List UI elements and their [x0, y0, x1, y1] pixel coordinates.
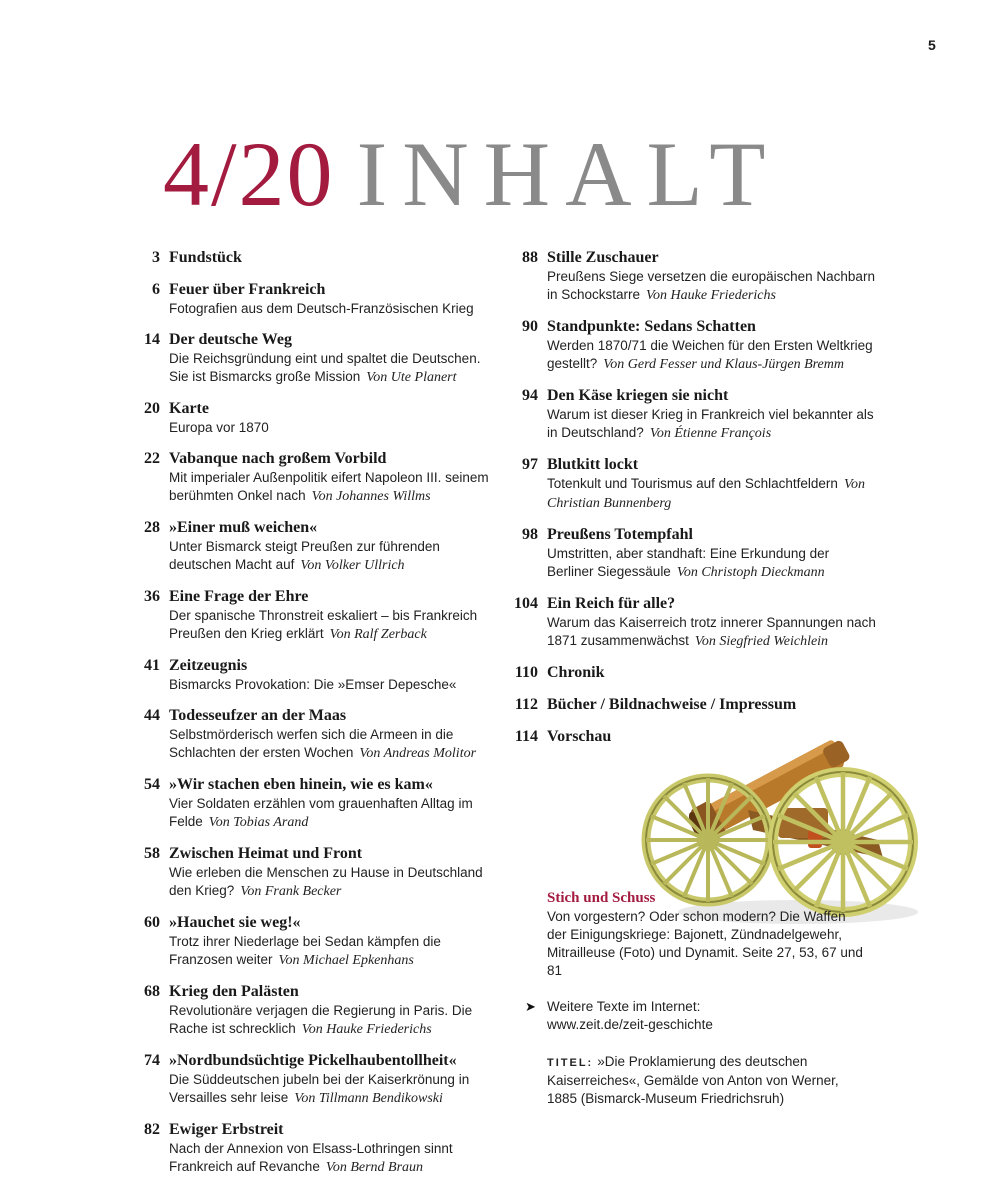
toc-title: Preußens Totempfahl [547, 526, 693, 543]
toc-description: Werden 1870/71 die Weichen für den Ersten Weltkrieg gestellt? [547, 338, 873, 371]
toc-page-number: 82 [144, 1121, 160, 1138]
headline-title: INHALT [356, 123, 781, 225]
toc-author: Von Hauke Friederichs [646, 288, 776, 303]
toc-title: Vabanque nach großem Vorbild [169, 450, 387, 467]
toc-author: Von Tillmann Bendikowski [294, 1091, 443, 1106]
toc-title: »Einer muß weichen« [169, 519, 318, 536]
arrow-right-icon: ➤ [525, 999, 536, 1014]
toc-entry-body [140, 864, 490, 901]
toc-left-column [140, 248, 490, 1189]
toc-author: Von Andreas Molitor [359, 746, 477, 761]
toc-author: Von Michael Epkenhans [278, 953, 414, 968]
toc-entry-body [512, 614, 877, 651]
toc-author: Von Siegfried Weichlein [694, 634, 829, 649]
toc-description: Warum ist dieser Krieg in Frankreich viel bekannter als in Deutschland? [547, 407, 874, 440]
toc-title: Zwischen Heimat und Front [169, 845, 363, 862]
toc-entry[interactable] [140, 775, 490, 832]
toc-entry-head [140, 775, 490, 795]
toc-author: Von Hauke Friederichs [301, 1022, 432, 1037]
toc-description: Der spanische Thronstreit eskaliert – bis Frankreich Preußen den Krieg erklärt [169, 608, 478, 641]
toc-page-number: 20 [144, 400, 160, 417]
toc-author: Von Volker Ullrich [300, 558, 405, 573]
toc-author: Von Bernd Braun [325, 1160, 424, 1175]
toc-description: Umstritten, aber standhaft: Eine Erkundung der Berliner Siegessäule [547, 546, 830, 579]
toc-entry-body [140, 538, 490, 575]
toc-entry-head [140, 280, 490, 300]
toc-entry[interactable] [512, 386, 877, 443]
toc-page-number: 41 [144, 657, 160, 674]
toc-entry-head [512, 525, 877, 545]
toc-title: Der deutsche Weg [169, 331, 292, 348]
toc-entry-head [512, 663, 877, 683]
toc-author: Von Johannes Willms [311, 489, 431, 504]
toc-entry-head [512, 386, 877, 406]
toc-entry-body [140, 1071, 490, 1108]
toc-page-number: 54 [144, 776, 160, 793]
web-link-block [525, 998, 867, 1034]
toc-entry-head [512, 248, 877, 268]
toc-page-number: 90 [522, 318, 538, 335]
toc-page-number: 36 [144, 588, 160, 605]
toc-page-number: 58 [144, 845, 160, 862]
toc-page-number: 44 [144, 707, 160, 724]
toc-description: Revolutionäre verjagen die Regierung in Paris. Die Rache ist schrecklich [169, 1003, 473, 1036]
toc-page-number: 3 [152, 249, 160, 266]
toc-title: Ewiger Erbstreit [169, 1121, 284, 1138]
toc-title: Feuer über Frankreich [169, 281, 326, 298]
feature-sidebar [547, 889, 867, 980]
toc-entry-head [140, 518, 490, 538]
toc-page-number: 110 [514, 664, 538, 681]
toc-entry[interactable] [512, 594, 877, 651]
toc-title: »Wir stachen eben hinein, wie es kam« [169, 776, 433, 793]
toc-entry[interactable] [512, 248, 877, 305]
toc-entry-head [140, 1051, 490, 1071]
toc-entry[interactable] [512, 455, 877, 513]
toc-title: Stille Zuschauer [547, 249, 659, 266]
toc-entry[interactable] [140, 330, 490, 387]
toc-description: Selbstmörderisch werfen sich die Armeen in die Schlachten der ersten Wochen [169, 727, 454, 760]
toc-entry-head [140, 982, 490, 1002]
toc-entry[interactable] [140, 1120, 490, 1177]
toc-description: Fotografien aus dem Deutsch-Französischen Krieg [169, 301, 474, 316]
toc-entry-head [140, 844, 490, 864]
toc-entry-body [512, 406, 877, 443]
toc-entry[interactable] [512, 317, 877, 374]
toc-title: Karte [169, 400, 209, 417]
toc-description: Vier Soldaten erzählen vom grauenhaften Alltag im Felde [169, 796, 473, 829]
toc-author: Von Frank Becker [240, 884, 342, 899]
page-headline [163, 123, 781, 225]
toc-right-column [512, 248, 877, 759]
toc-entry-body [140, 419, 490, 437]
web-url[interactable]: www.zeit.de/zeit-geschichte [547, 1017, 713, 1032]
toc-description: Nach der Annexion von Elsass-Lothringen sinnt Frankreich auf Revanche [169, 1141, 453, 1174]
toc-page-number: 22 [144, 450, 160, 467]
toc-entry[interactable] [140, 248, 490, 268]
toc-page-number: 60 [144, 914, 160, 931]
toc-title: »Nordbundsüchtige Pickelhaubentollheit« [169, 1052, 457, 1069]
toc-title: Fundstück [169, 249, 242, 266]
toc-entry-body [140, 795, 490, 832]
toc-description: Totenkult und Tourismus auf den Schlachtfeldern [547, 476, 838, 491]
toc-entry-body [140, 726, 490, 763]
toc-entry-body [512, 545, 877, 582]
toc-description: Die Süddeutschen jubeln bei der Kaiserkrönung in Versailles sehr leise [169, 1072, 470, 1105]
toc-title: Eine Frage der Ehre [169, 588, 309, 605]
web-text: Weitere Texte im Internet: [547, 999, 701, 1014]
toc-page-number: 104 [514, 595, 538, 612]
toc-description: Europa vor 1870 [169, 420, 269, 435]
toc-page-number: 98 [522, 526, 538, 543]
toc-page-number: 97 [522, 456, 538, 473]
toc-description: Warum das Kaiserreich trotz innerer Spannungen nach 1871 zusammenwächst [547, 615, 876, 648]
toc-title: Blutkitt lockt [547, 456, 639, 473]
toc-title: Zeitzeugnis [169, 657, 248, 674]
toc-entry[interactable] [140, 399, 490, 437]
toc-entry[interactable] [512, 525, 877, 582]
toc-author: Von Christoph Dieckmann [676, 565, 825, 580]
issue-number: 4/20 [163, 123, 335, 225]
toc-entry-body [140, 350, 490, 387]
sidebar-text: Von vorgestern? Oder schon modern? Die Waffen der Einigungskriege: Bajonett, Zündnadelgewehr, Mitrailleuse (Foto) und Dynamit. Seite 27, 53, 67 und 81 [547, 909, 863, 978]
toc-entry-body [140, 469, 490, 506]
toc-title: Bücher / Bildnachweise / Impressum [547, 696, 797, 713]
toc-entry[interactable] [140, 656, 490, 694]
toc-description: Mit imperialer Außenpolitik eifert Napoleon III. seinem berühmten Onkel nach [169, 470, 489, 503]
toc-description: Trotz ihrer Niederlage bei Sedan kämpfen die Franzosen weiter [169, 934, 441, 967]
toc-page-number: 88 [522, 249, 538, 266]
toc-page-number: 112 [514, 696, 538, 713]
toc-entry[interactable] [140, 844, 490, 901]
toc-title: Krieg den Palästen [169, 983, 299, 1000]
toc-title: Vorschau [547, 728, 612, 745]
toc-entry-body [140, 676, 490, 694]
cover-text: »Die Proklamierung des deutschen Kaiserreiches«, Gemälde von Anton von Werner, 1885 (Bismarck-Museum Friedrichsruh) [547, 1054, 839, 1106]
toc-entry[interactable] [140, 982, 490, 1039]
toc-entry-head [512, 594, 877, 614]
toc-entry-head [140, 330, 490, 350]
toc-entry-head [512, 455, 877, 475]
toc-entry[interactable] [140, 1051, 490, 1108]
toc-entry[interactable] [140, 587, 490, 644]
cover-label: TITEL: [547, 1057, 594, 1069]
toc-entry-body [140, 607, 490, 644]
toc-page-number: 114 [514, 728, 538, 745]
toc-entry[interactable] [140, 449, 490, 506]
toc-entry-body [140, 933, 490, 970]
toc-author: Von Ute Planert [366, 370, 457, 385]
toc-description: Preußens Siege versetzen die europäischen Nachbarn in Schockstarre [547, 269, 875, 302]
toc-entry-body [512, 337, 877, 374]
toc-entry-head [140, 706, 490, 726]
toc-page-number: 68 [144, 983, 160, 1000]
toc-description: Bismarcks Provokation: Die »Emser Depesche« [169, 677, 457, 692]
toc-entry-head [140, 1120, 490, 1140]
toc-entry-head [512, 317, 877, 337]
toc-page-number: 74 [144, 1052, 160, 1069]
toc-entry-body [140, 300, 490, 318]
toc-title: Den Käse kriegen sie nicht [547, 387, 729, 404]
toc-entry-head [140, 248, 490, 268]
toc-entry-head [140, 399, 490, 419]
toc-entry-head [140, 587, 490, 607]
page-number: 5 [928, 37, 936, 53]
toc-page-number: 14 [144, 331, 160, 348]
toc-title: Chronik [547, 664, 605, 681]
toc-author: Von Gerd Fesser und Klaus-Jürgen Bremm [603, 357, 844, 372]
toc-entry[interactable] [140, 280, 490, 318]
toc-entry-head [140, 913, 490, 933]
toc-entry-body [512, 268, 877, 305]
toc-entry-body [512, 475, 877, 513]
toc-entry[interactable] [140, 913, 490, 970]
wheel-back [646, 778, 770, 902]
toc-entry[interactable] [140, 706, 490, 763]
toc-author: Von Étienne François [649, 426, 772, 441]
toc-author: Von Tobias Arand [208, 815, 309, 830]
toc-entry[interactable] [140, 518, 490, 575]
toc-description: Wie erleben die Menschen zu Hause in Deutschland den Krieg? [169, 865, 483, 898]
toc-author: Von Ralf Zerback [329, 627, 427, 642]
toc-title: »Hauchet sie weg!« [169, 914, 301, 931]
toc-title: Standpunkte: Sedans Schatten [547, 318, 756, 335]
toc-description: Die Reichsgründung eint und spaltet die Deutschen. Sie ist Bismarcks große Mission [169, 351, 481, 384]
toc-description: Unter Bismarck steigt Preußen zur führenden deutschen Macht auf [169, 539, 440, 572]
toc-entry-body [140, 1140, 490, 1177]
toc-page-number: 6 [152, 281, 160, 298]
toc-entry[interactable] [512, 663, 877, 683]
toc-entry-body [140, 1002, 490, 1039]
toc-title: Ein Reich für alle? [547, 595, 676, 612]
toc-entry-head [140, 449, 490, 469]
toc-author: Von Christian Bunnenberg [547, 477, 865, 511]
toc-page-number: 28 [144, 519, 160, 536]
toc-page-number: 94 [522, 387, 538, 404]
cover-credit [547, 1053, 857, 1108]
toc-title: Todesseufzer an der Maas [169, 707, 347, 724]
sidebar-title: Stich und Schuss [547, 890, 656, 906]
toc-entry-head [140, 656, 490, 676]
